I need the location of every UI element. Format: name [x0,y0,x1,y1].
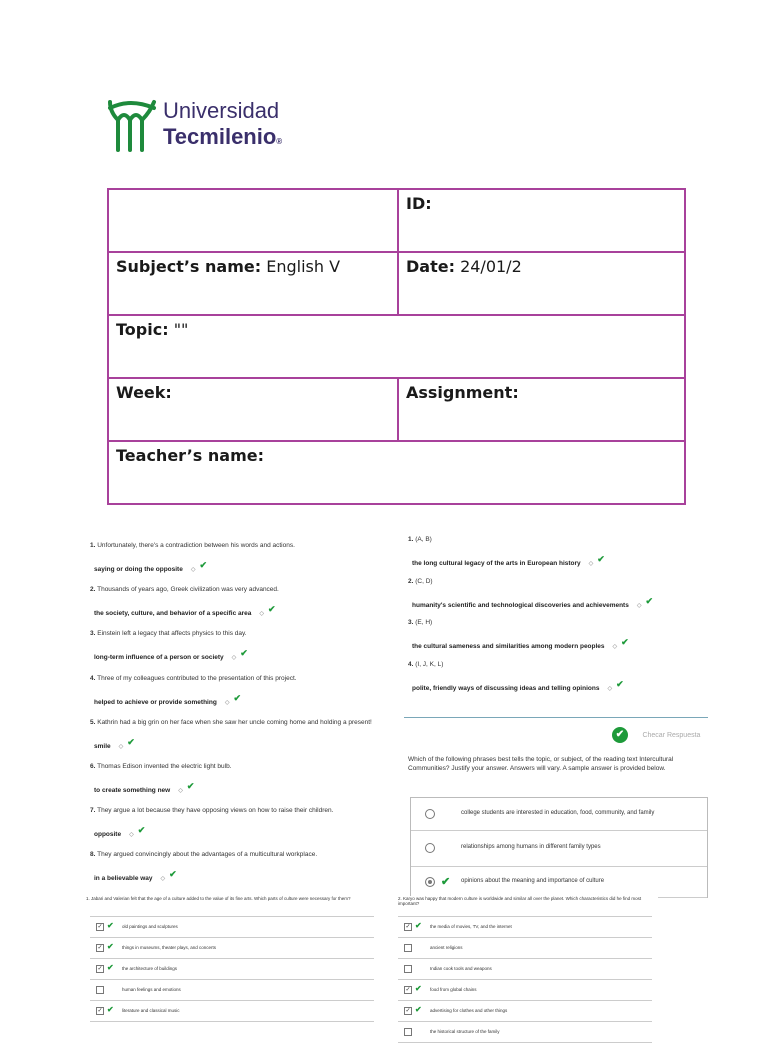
radio-empty-icon[interactable] [425,809,435,819]
question-number: 2. [90,586,96,594]
dropdown-arrow-icon: ◇ [129,832,134,839]
correct-check-icon: ✔ [199,560,208,570]
topic-question: Which of the following phrases best tells the topic, or subject, of the reading text Intercultural Communities? Justify your answer. Answers will vary. A sample answer is provided below. [408,756,674,772]
question-number: 1. [90,542,96,549]
checklist-label: ancient religions [430,945,463,950]
correct-check-icon: ✔ [268,604,276,615]
logo-line-2: Tecmilenio® [163,124,283,149]
checklist-question-1: 1. Jabari and Valerian felt that the age of a culture added to the value of its fine arts. Which parts of culture were necessary for them? [86,896,351,901]
answer-dropdown[interactable] [412,595,654,610]
checklist-label: the media of movies, TV, and the internet [430,924,512,929]
answer-dropdown[interactable] [94,648,248,662]
vocabulary-quiz-screenshot [82,536,400,894]
checkbox-empty-icon[interactable] [404,1028,412,1036]
correct-check-icon: ✔ [441,875,451,888]
radio-empty-icon[interactable] [425,843,435,853]
divider [404,717,708,718]
radio-option-label: opinions about the meaning and importance of culture [461,877,605,884]
selected-answer: long-term influence of a person or society [94,654,224,662]
question-text: Einstein left a legacy that affects physics to this day. [95,630,247,638]
checklist-row[interactable] [398,1001,652,1022]
dropdown-arrow-icon: ◇ [259,611,265,618]
correct-check-icon: ✔ [107,921,114,930]
dropdown-arrow-icon: ◇ [231,655,237,662]
question-number: 5. [90,718,96,726]
correct-check-icon: ✔ [415,1005,422,1014]
selected-answer: in a believable way [94,875,153,883]
selected-answer: opposite [94,831,122,839]
radio-options-box [410,797,708,898]
checkbox-checked-icon[interactable]: ✓ [405,1008,411,1014]
answer-dropdown[interactable] [94,869,177,883]
question-text: Thomas Edison invented the electric light bulb. [95,763,232,770]
correct-check-icon: ✔ [597,554,605,564]
radio-option[interactable] [411,830,707,867]
checklist-question-2: 2. Karyo was happy that modern culture is worldwide and similar all over the planet. Which characteristics did he find most important? [398,896,642,906]
correct-check-icon: ✔ [107,963,114,972]
quiz-question [90,630,400,637]
subject-cell: Subject’s name: English V [108,252,398,315]
quiz-question [90,586,400,593]
checklist-label: the historical structure of the family [430,1029,500,1034]
checkbox-empty-icon[interactable] [96,986,104,994]
quiz-question [90,719,400,726]
answer-dropdown[interactable] [94,825,146,839]
checklist-label: food from global chains [430,987,477,992]
selected-answer: the society, culture, and behavior of a specific area [94,610,252,618]
teacher-cell: Teacher’s name: [108,441,685,504]
question-text: (I, J, K, L) [413,660,444,668]
answer-dropdown[interactable] [94,736,135,751]
selected-answer: the long cultural legacy of the arts in European history [412,560,581,567]
dropdown-arrow-icon: ◇ [588,561,594,567]
match-question [408,661,443,668]
checklist-row[interactable] [90,959,374,980]
checkbox-checked-icon[interactable]: ✓ [97,924,103,930]
checkbox-checked-icon[interactable]: ✓ [97,1008,103,1014]
dropdown-arrow-icon: ◇ [160,876,166,883]
checklist-row[interactable] [398,1022,652,1043]
match-question [408,578,433,585]
correct-check-icon: ✔ [415,984,422,993]
correct-check-icon: ✔ [415,921,422,930]
question-number: 4. [90,674,96,682]
question-text: Three of my colleagues contributed to the presentation of this project. [95,674,297,682]
dropdown-arrow-icon: ◇ [224,699,230,706]
dropdown-arrow-icon: ◇ [118,743,124,750]
checklist-label: things in museums, theater plays, and concerts [122,945,217,950]
radio-option-label: relationships among humans in different family types [461,844,601,850]
checkbox-checked-icon[interactable]: ✓ [405,924,411,930]
check-answer-button[interactable]: ✔ Checar Respuesta [612,724,700,743]
question-text: (A, B) [413,536,432,543]
correct-check-icon: ✔ [107,1005,114,1014]
answer-dropdown[interactable] [412,678,624,693]
checkbox-empty-icon[interactable] [404,944,412,952]
radio-option-label: college students are interested in education, food, community, and family [461,810,655,816]
selected-answer: helped to achieve or provide something [94,698,217,706]
quiz-question [90,542,400,549]
fine-arts-checklist-screenshot [84,896,376,1024]
dropdown-arrow-icon: ◇ [636,602,642,609]
radio-selected-icon[interactable] [425,877,435,887]
answer-dropdown[interactable] [412,637,629,651]
correct-check-icon: ✔ [169,869,177,880]
question-number: 8. [90,851,96,859]
match-question [408,619,432,626]
assignment-cell: Assignment: [398,378,685,441]
question-text: They argued convincingly about the advantages of a multicultural workplace. [95,851,318,859]
modern-culture-checklist-screenshot [396,896,658,1034]
check-circle-icon: ✔ [612,727,628,743]
checkbox-checked-icon[interactable]: ✓ [97,966,103,972]
name-cell [108,189,398,252]
week-cell: Week: [108,378,398,441]
topic-cell: Topic: "" [108,315,685,378]
correct-check-icon: ✔ [127,736,135,747]
date-cell: Date: 24/01/2 [398,252,685,315]
question-number: 1. [408,536,414,543]
answer-dropdown[interactable] [94,560,208,574]
selected-answer: smile [94,742,111,750]
logo-line-1: Universidad [163,98,280,123]
question-number: 3. [408,619,414,626]
checklist-row[interactable] [90,917,374,938]
radio-option[interactable] [411,866,707,898]
question-number: 2. [408,577,414,585]
quiz-question [90,763,400,770]
correct-check-icon: ✔ [616,678,624,689]
match-question [408,536,432,543]
selected-answer: the cultural sameness and similarities among modern peoples [412,643,605,650]
question-text: Thousands of years ago, Greek civilization was very advanced. [95,586,279,594]
quiz-question [90,807,400,814]
matching-quiz-screenshot [404,534,708,896]
question-number: 4. [408,660,414,668]
checklist-label: the architecture of buildings [122,966,178,971]
checkbox-checked-icon[interactable]: ✓ [97,945,103,951]
university-logo [108,96,298,152]
question-text: (E, H) [413,619,433,626]
checklist-row[interactable] [90,1001,374,1022]
selected-answer: to create something new [94,787,171,794]
student-info-table [107,188,686,505]
checklist-row[interactable] [398,938,652,959]
quiz-question [90,851,400,858]
question-text: They argue a lot because they have opposing views on how to raise their children. [95,807,334,815]
checklist-row[interactable] [398,917,652,938]
question-number: 3. [90,630,96,638]
checkbox-empty-icon[interactable] [404,965,412,973]
id-cell: ID: [398,189,685,252]
checklist-label: advertising for clothes and other things [430,1008,508,1013]
checklist-label: literature and classical music [122,1008,180,1013]
selected-answer: polite, friendly ways of discussing ideas and telling opinions [412,684,600,692]
question-number: 6. [90,763,96,770]
dropdown-arrow-icon: ◇ [612,644,618,650]
answer-dropdown[interactable] [94,604,276,618]
correct-check-icon: ✔ [186,781,195,791]
quiz-question [90,675,400,682]
checklist-label: old paintings and sculptures [122,924,178,929]
checklist-label: Indian cook tools and weapons [430,966,492,971]
correct-check-icon: ✔ [621,637,629,647]
tecmilenio-plant-icon [108,98,158,152]
correct-check-icon: ✔ [137,825,146,836]
correct-check-icon: ✔ [107,942,114,951]
checklist-row[interactable] [398,959,652,980]
checklist-row[interactable] [398,980,652,1001]
question-text: Kathrin had a big grin on her face when she saw her uncle coming home and holding a present! [95,718,372,726]
checklist-label: human feelings and emotions [122,987,181,992]
question-text: (C, D) [413,577,433,585]
checkbox-checked-icon[interactable]: ✓ [405,987,411,993]
dropdown-arrow-icon: ◇ [190,567,196,573]
question-text: Unfortunately, there's a contradiction between his words and actions. [95,542,295,549]
correct-check-icon: ✔ [645,595,654,606]
checklist-row[interactable] [90,980,374,1001]
answer-dropdown[interactable] [94,692,241,707]
checklist-row[interactable] [90,938,374,959]
correct-check-icon: ✔ [233,692,241,703]
question-number: 7. [90,807,96,815]
dropdown-arrow-icon: ◇ [607,685,613,692]
correct-check-icon: ✔ [240,648,248,659]
radio-option[interactable] [411,798,707,831]
selected-answer: saying or doing the opposite [94,566,183,573]
answer-dropdown[interactable] [412,554,605,568]
dropdown-arrow-icon: ◇ [178,788,183,794]
answer-dropdown[interactable] [94,781,195,795]
selected-answer: humanity's scientific and technological discoveries and achievements [412,601,629,609]
